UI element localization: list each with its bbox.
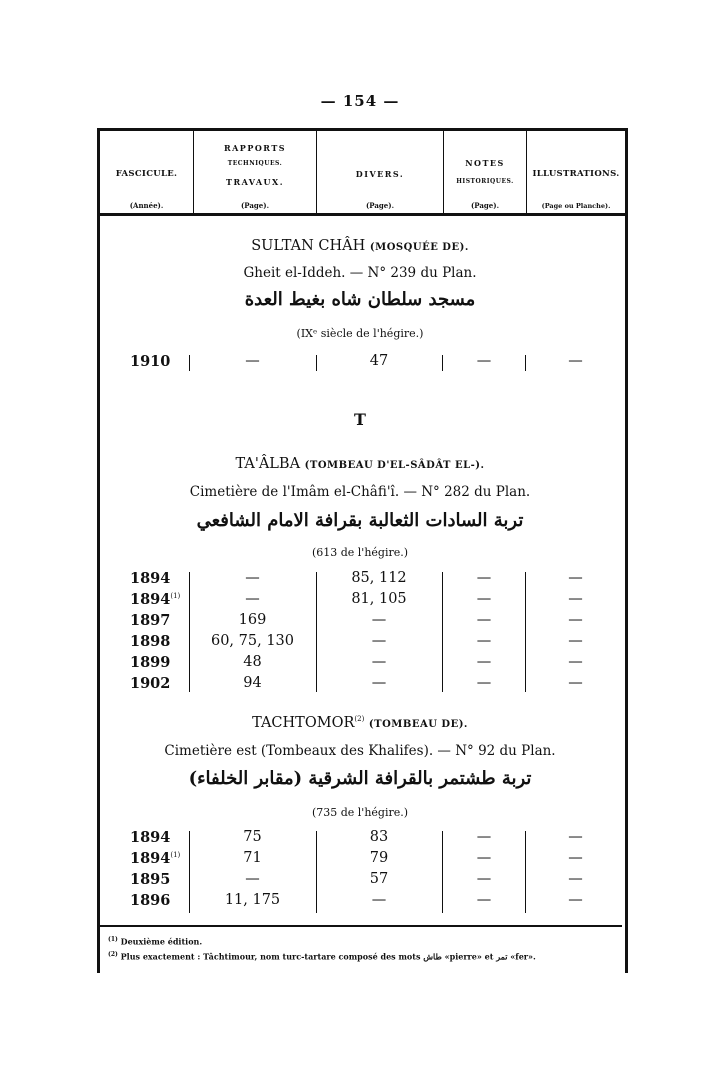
column-rule	[316, 355, 317, 371]
table-row	[0, 871, 720, 893]
row-year: 1910	[130, 353, 171, 370]
row-rapports: 11, 175	[224, 892, 281, 908]
column-rule	[525, 831, 526, 913]
row-illustrations: —	[568, 675, 583, 691]
row-notes: —	[476, 675, 492, 691]
row-illustrations: —	[568, 353, 583, 369]
table-row	[0, 633, 720, 655]
table-row	[0, 654, 720, 676]
entry-title-note: (2)	[354, 715, 365, 724]
header-rapports-line3: TRAVAUX.	[226, 177, 284, 187]
entry-location: Cimetière est (Tombeaux des Khalifes). — N° 92 du Plan.	[164, 743, 556, 759]
row-divers: —	[371, 892, 387, 908]
row-notes: —	[476, 353, 492, 369]
row-illustrations: —	[568, 892, 583, 908]
row-divers: 85, 112	[351, 570, 407, 586]
row-year: 1894	[130, 829, 171, 846]
entry-arabic-name: تربة السادات الثعالبة بقرافة الامام الشافعي	[196, 510, 524, 531]
row-year: 1902	[130, 675, 171, 692]
column-rule	[442, 831, 443, 913]
table-row	[0, 829, 720, 851]
row-rapports: —	[245, 570, 260, 586]
row-rapports: 169	[238, 612, 267, 628]
row-rapports: 60, 75, 130	[210, 633, 294, 649]
row-illustrations: —	[568, 850, 583, 866]
table-row	[0, 353, 720, 375]
footnote-text: Plus exactement : Tâchtimour, nom turc-tartare composé des mots طاش «pierre» et تمر «fer».	[120, 951, 536, 962]
row-notes: —	[476, 892, 492, 908]
entry-arabic-name: مسجد سلطان شاه بغيط العدة	[244, 289, 476, 310]
column-rule	[189, 572, 190, 692]
row-illustrations: —	[568, 871, 583, 887]
entry-location: Cimetière de l'Imâm el-Châfi'î. — N° 282 du Plan.	[189, 484, 531, 500]
header-notes-sub: (Page).	[470, 201, 500, 210]
row-rapports: —	[245, 871, 260, 887]
entry-era: (613 de l'hégire.)	[311, 546, 409, 559]
column-rule	[189, 355, 190, 371]
table-row	[0, 591, 720, 613]
column-rule	[525, 572, 526, 692]
table-row	[0, 675, 720, 697]
header-illustrations-sub: (Page ou Planche).	[541, 202, 611, 210]
row-divers: —	[371, 675, 387, 691]
entry-qualifier: (MOSQUÉE DE).	[369, 242, 469, 253]
header-fascicule	[100, 131, 193, 213]
table-row	[0, 612, 720, 634]
table-header	[100, 131, 625, 216]
entry-arabic-name: تربة طشتمر بالقرافة الشرقية (مقابر الخلفاء)	[188, 768, 532, 789]
column-rule	[316, 572, 317, 692]
table-row	[0, 850, 720, 872]
footnote-mark: (1)	[108, 936, 118, 943]
column-rule	[525, 355, 526, 371]
row-divers: 79	[369, 850, 389, 866]
row-year: 1899	[130, 654, 171, 671]
row-year: 1896	[130, 892, 171, 909]
row-notes: —	[476, 612, 492, 628]
row-divers: 81, 105	[351, 591, 407, 607]
header-notes	[444, 131, 526, 213]
header-rapports-sub: (Page).	[240, 201, 270, 210]
entry-title	[0, 456, 720, 472]
entry-qualifier: (TOMBEAU D'EL-SÂDÂT EL-).	[304, 460, 485, 471]
row-notes: —	[476, 871, 492, 887]
section-letter: T	[354, 410, 366, 429]
row-year: 1895	[130, 871, 171, 888]
footnote-1	[108, 936, 202, 947]
entry-qualifier: (TOMBEAU DE).	[368, 719, 468, 730]
header-rapports-line2: TECHNIQUES.	[227, 160, 283, 167]
row-year: 1894$^{(1)}$	[130, 591, 181, 608]
entry-location: Gheit el-Iddeh. — N° 239 du Plan.	[243, 265, 477, 281]
header-illustrations	[527, 131, 625, 213]
row-notes: —	[476, 850, 492, 866]
entry-name: TA'ÂLBA	[235, 456, 301, 472]
row-divers: 57	[369, 871, 389, 887]
header-notes-line2: HISTORIQUES.	[456, 178, 514, 185]
row-year: 1898	[130, 633, 171, 650]
row-divers: —	[371, 612, 387, 628]
entry-name: TACHTOMOR	[252, 715, 355, 731]
header-divers	[317, 131, 443, 213]
header-fascicule-label: FASCICULE.	[115, 169, 178, 179]
row-notes: —	[476, 654, 492, 670]
row-divers: —	[371, 654, 387, 670]
header-divers-sub: (Page).	[365, 201, 395, 210]
row-illustrations: —	[568, 591, 583, 607]
footnote-text: Deuxième édition.	[120, 936, 203, 947]
header-fascicule-sub: (Année).	[129, 201, 164, 210]
entry-title	[0, 715, 720, 731]
footnote-2	[108, 951, 536, 962]
header-rapports-line1: RAPPORTS	[223, 143, 287, 153]
row-rapports: —	[245, 591, 260, 607]
row-notes: —	[476, 570, 492, 586]
row-rapports: 71	[243, 850, 262, 866]
row-notes: —	[476, 591, 492, 607]
row-rapports: —	[245, 353, 260, 369]
row-illustrations: —	[568, 612, 583, 628]
entry-era: (735 de l'hégire.)	[311, 806, 409, 819]
row-year: 1894$^{(1)}$	[130, 850, 181, 867]
footnote-rule	[100, 925, 622, 927]
entry-name: SULTAN CHÂH	[251, 238, 366, 254]
row-divers: 47	[369, 353, 389, 369]
row-notes: —	[476, 829, 492, 845]
page-number: — 154 —	[320, 92, 400, 110]
row-illustrations: —	[568, 654, 583, 670]
row-rapports: 48	[243, 654, 262, 670]
table-row	[0, 570, 720, 592]
row-divers: 83	[369, 829, 389, 845]
column-rule	[189, 831, 190, 913]
table-row	[0, 892, 720, 914]
row-year: 1897	[130, 612, 171, 629]
row-illustrations: —	[568, 633, 583, 649]
header-rapports	[194, 131, 316, 213]
row-divers: —	[371, 633, 387, 649]
row-year: 1894	[130, 570, 171, 587]
column-rule	[442, 355, 443, 371]
row-illustrations: —	[568, 829, 583, 845]
row-notes: —	[476, 633, 492, 649]
row-rapports: 94	[243, 675, 262, 691]
entry-era: (IXᵉ siècle de l'hégire.)	[296, 327, 424, 340]
column-rule	[442, 572, 443, 692]
header-divers-label: DIVERS.	[355, 169, 405, 179]
entry-title	[0, 238, 720, 254]
header-illustrations-label: ILLUSTRATIONS.	[532, 169, 620, 179]
row-rapports: 75	[243, 829, 262, 845]
header-notes-line1: NOTES	[465, 158, 505, 168]
row-illustrations: —	[568, 570, 583, 586]
footnote-mark: (2)	[108, 951, 118, 958]
column-rule	[316, 831, 317, 913]
